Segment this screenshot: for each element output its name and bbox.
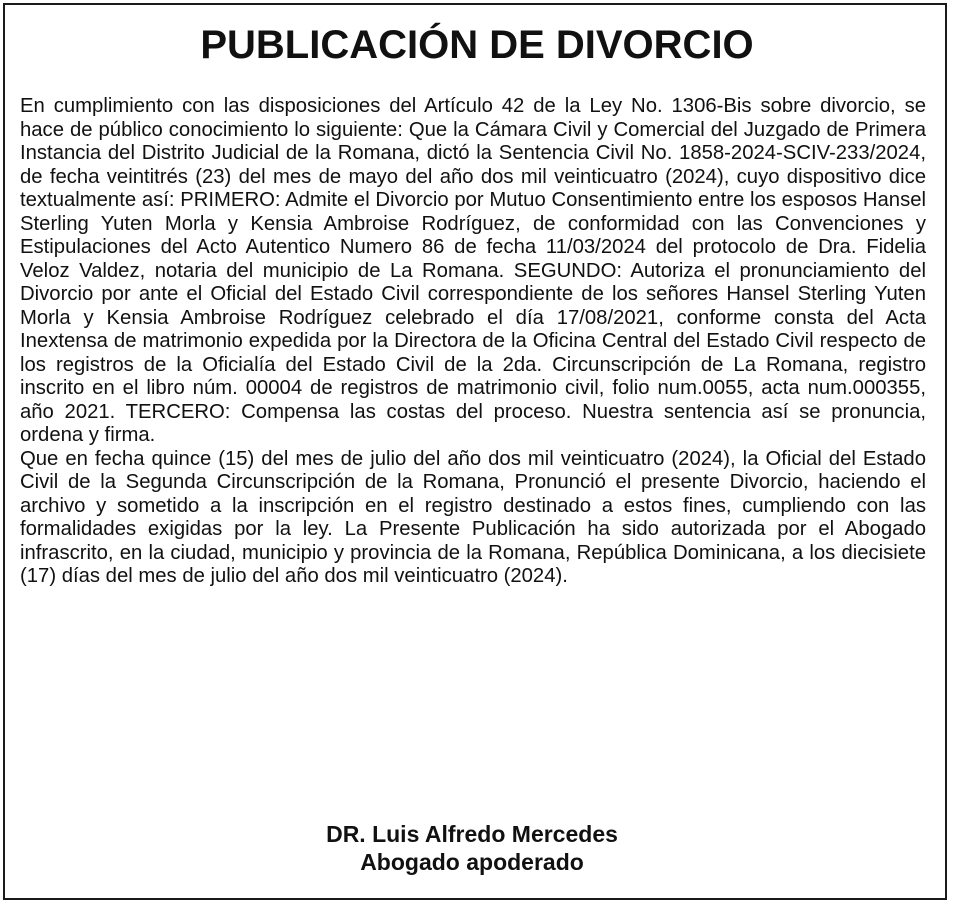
notice-paragraph-2: Que en fecha quince (15) del mes de julio del año dos mil veinticuatro (2024), la Oficial del Estado Civil de la Segunda Circunscripción de la Romana, Pronunció el presente Divorcio, haciendo el archivo y sometido a la inscripción en el registro destinado a estos fines, cumpliendo con las formalidades exigidas por la ley. La Presente Publicación ha sido autorizada por el Abogado infrascrito, en la ciudad, municipio y provincia de la Romana, República Dominicana, a los diecisiete (17) días del mes de julio del año dos mil veinticuatro (2024).: [20, 447, 926, 587]
notice-title: PUBLICACIÓN DE DIVORCIO: [200, 23, 754, 67]
notice-paragraph-1: En cumplimiento con las disposiciones del Artículo 42 de la Ley No. 1306-Bis sobre divorcio, se hace de público conocimiento lo siguiente: Que la Cámara Civil y Comercial del Juzgado de Primera Instancia del Distrito Judicial de la Romana, dictó la Sentencia Civil No. 1858-2024-SCIV-233/2024, de fecha veintitrés (23) del mes de mayo del año dos mil veinticuatro (2024), cuyo dispositivo dice textualmente así: PRIMERO: Admite el Divorcio por Mutuo Consentimiento entre los esposos Hansel Sterling Yuten Morla y Kensia Ambroise Rodríguez, de conformidad con las Convenciones y Estipulaciones del Acto Autentico Numero 86 de fecha 11/03/2024 del protocolo de Dra. Fidelia Veloz Valdez, notaria del municipio de La Romana. SEGUNDO: Autoriza el pronunciamiento del Divorcio por ante el Oficial del Estado Civil correspondiente de los señores Hansel Sterling Yuten Morla y Kensia Ambroise Rodríguez celebrado el día 17/08/2021, conforme consta del Acta Inextensa de matrimonio expedida por la Directora de la Oficina Central del Estado Civil respecto de los registros de la Oficialía del Estado Civil de la 2da. Circunscripción de La Romana, registro inscrito en el libro núm. 00004 de registros de matrimonio civil, folio num.0055, acta num.000355, año 2021. TERCERO: Compensa las costas del proceso. Nuestra sentencia así se pronuncia, ordena y firma.: [20, 95, 926, 446]
signature-name: DR. Luis Alfredo Mercedes: [326, 821, 618, 847]
signature-role: Abogado apoderado: [360, 849, 584, 875]
notice-body: [20, 95, 926, 589]
signature-block: [0, 820, 944, 876]
